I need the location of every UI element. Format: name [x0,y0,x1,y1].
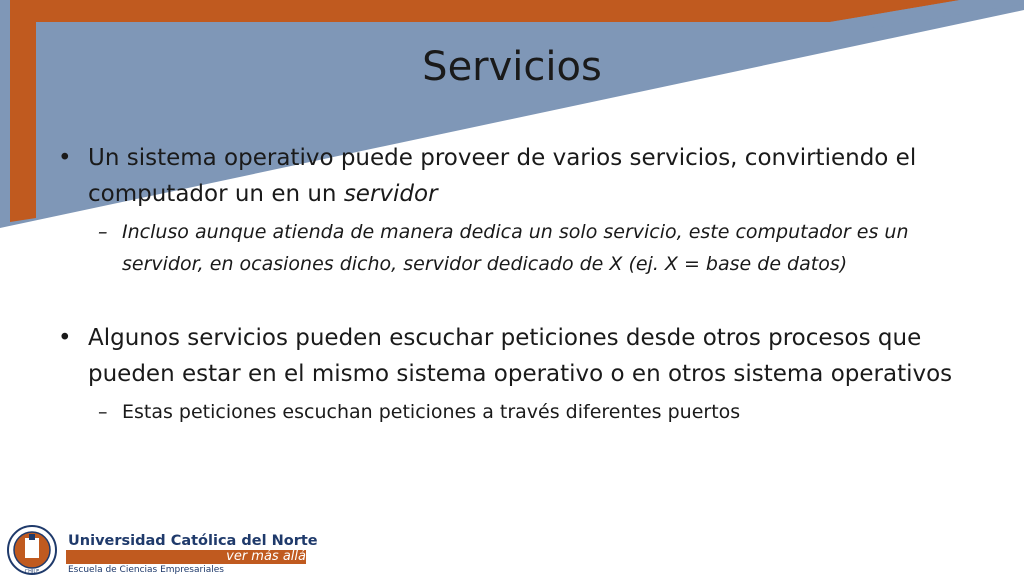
frame-orange-top-bar [10,0,830,22]
bullet-1-italic-term: servidor [343,181,438,207]
school-name: Escuela de Ciencias Empresariales [68,565,224,575]
bullet-2-sub-1-text: Estas peticiones escuchan peticiones a través diferentes puertos [122,401,741,423]
bullet-1-text: Un sistema operativo puede proveer de varios servicios, convirtiendo el computador un en un [88,145,917,207]
bullet-2 [58,320,978,392]
bullet-2-sub-1 [98,396,978,428]
tagline: ver más allá [226,549,306,564]
bullet-marker: • [58,145,72,171]
university-name: Universidad Católica del Norte [68,533,318,549]
slide-body [58,140,978,428]
dash-marker: – [98,401,108,423]
bullet-1-sub-1-text: Incluso aunque atienda de manera dedica un solo servicio, este computador es un servidor, en ocasiones dicho, servidor dedicado de X (ej. X = base de datos) [122,221,909,275]
slide-title: Servicios [422,44,602,90]
svg-text:CHILE: CHILE [24,569,40,575]
bullet-marker: • [58,325,72,351]
bullet-2-text: Algunos servicios pueden escuchar peticiones desde otros procesos que pueden estar en el mismo sistema operativo o en otros sistema operativos [88,325,953,387]
bullet-1-sub-1 [98,216,978,280]
bullet-1 [58,140,978,212]
dash-marker: – [98,221,108,243]
